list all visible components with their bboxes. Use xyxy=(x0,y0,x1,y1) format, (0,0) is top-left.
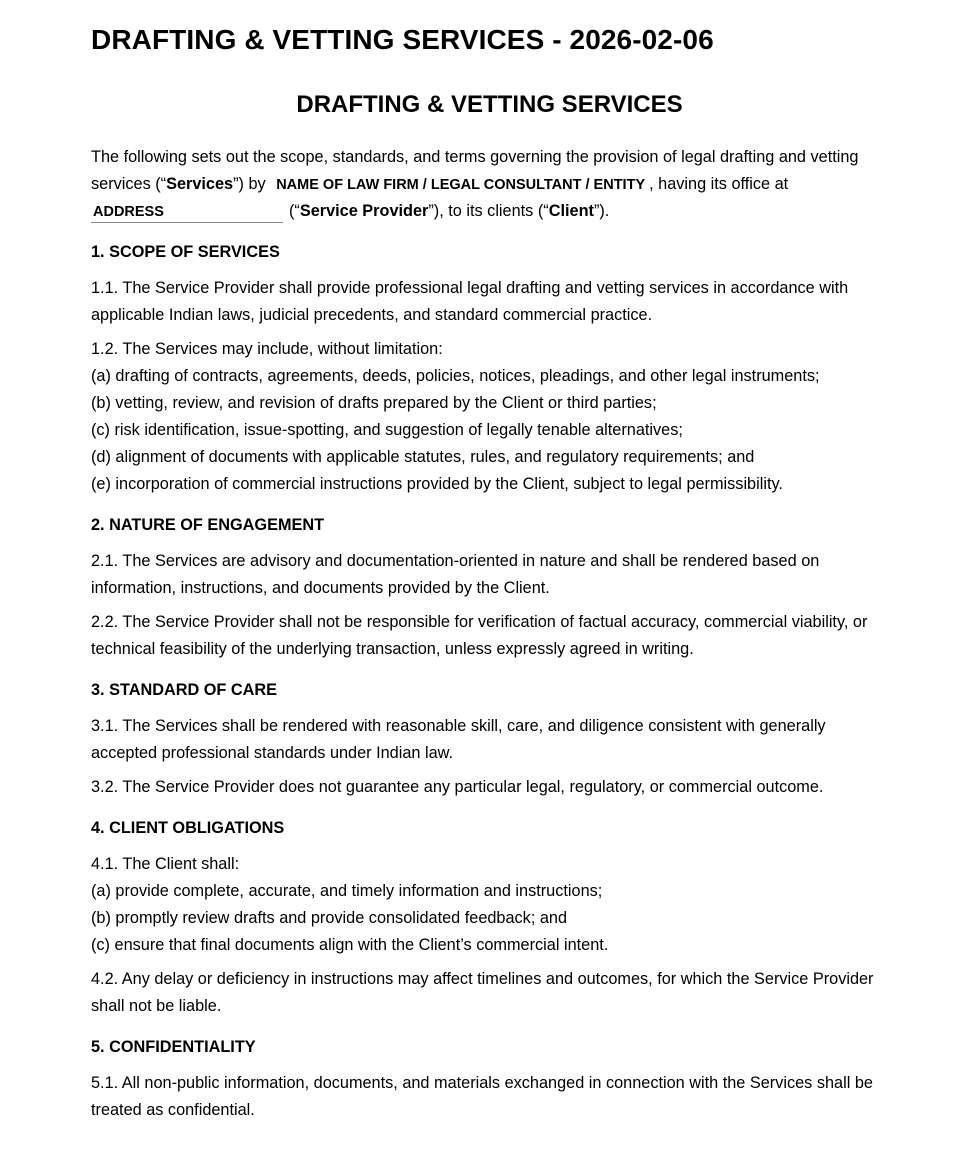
clause-paragraph xyxy=(91,966,891,1020)
section-3 xyxy=(91,677,891,801)
clause-text: 4.2. Any delay or deficiency in instructions may affect timelines and outcomes, for which the Service Provider shall not be liable. xyxy=(91,970,874,1015)
intro-text-6: ”). xyxy=(593,202,610,220)
clause-list-item: (c) risk identification, issue-spotting, and suggestion of legally tenable alternatives; xyxy=(91,421,683,439)
intro-paragraph xyxy=(91,144,891,225)
address-field[interactable]: ADDRESS xyxy=(91,202,283,223)
clause-list-item: (a) drafting of contracts, agreements, deeds, policies, notices, pleadings, and other legal instruments; xyxy=(91,367,820,385)
section-heading: 4. CLIENT OBLIGATIONS xyxy=(91,819,285,837)
law-firm-name-field[interactable]: NAME OF LAW FIRM / LEGAL CONSULTANT / ENTITY xyxy=(276,177,646,193)
document-subtitle: DRAFTING & VETTING SERVICES xyxy=(296,91,683,118)
intro-text-4: (“ xyxy=(289,202,300,220)
clause-list-item: (c) ensure that final documents align with the Client’s commercial intent. xyxy=(91,936,609,954)
intro-text-2: ”) by xyxy=(233,175,271,193)
clause-text: 2.2. The Service Provider shall not be responsible for verification of factual accuracy, commercial viability, or technical feasibility of the underlying transaction, unless expressly agreed in writing. xyxy=(91,613,868,658)
section-4 xyxy=(91,815,891,1020)
section-heading: 2. NATURE OF ENGAGEMENT xyxy=(91,516,325,534)
clause-list-item: (d) alignment of documents with applicable statutes, rules, and regulatory requirements; and xyxy=(91,448,755,466)
section-5 xyxy=(91,1034,891,1124)
clause-text: 3.2. The Service Provider does not guarantee any particular legal, regulatory, or commercial outcome. xyxy=(91,778,824,796)
clause-list-item: (e) incorporation of commercial instructions provided by the Client, subject to legal permissibility. xyxy=(91,475,783,493)
section-1 xyxy=(91,239,891,498)
sections-container xyxy=(91,239,891,1124)
clause-text: 3.1. The Services shall be rendered with reasonable skill, care, and diligence consistent with generally accepted professional standards under Indian law. xyxy=(91,717,826,762)
clause-paragraph xyxy=(91,851,891,959)
document-title: DRAFTING & VETTING SERVICES - 2026-02-06 xyxy=(91,24,714,55)
clause-list-item: (b) vetting, review, and revision of drafts prepared by the Client or third parties; xyxy=(91,394,657,412)
clause-list-item: (a) provide complete, accurate, and timely information and instructions; xyxy=(91,882,603,900)
clause-paragraph xyxy=(91,336,891,498)
services-term: Services xyxy=(166,175,234,193)
intro-text-1: The following sets out the scope, standards, and terms governing the provision of legal drafting and vetting services (“ xyxy=(91,148,859,193)
section-2 xyxy=(91,512,891,663)
section-heading: 1. SCOPE OF SERVICES xyxy=(91,243,280,261)
service-provider-term: Service Provider xyxy=(299,202,429,220)
clause-text: 4.1. The Client shall: xyxy=(91,855,240,873)
clause-text: 1.2. The Services may include, without limitation: xyxy=(91,340,443,358)
client-term: Client xyxy=(548,202,594,220)
clause-paragraph xyxy=(91,609,891,663)
intro-text-3: , having its office at xyxy=(649,175,789,193)
section-heading: 3. STANDARD OF CARE xyxy=(91,681,278,699)
section-heading: 5. CONFIDENTIALITY xyxy=(91,1038,256,1056)
clause-paragraph xyxy=(91,1070,891,1124)
document-body xyxy=(91,144,891,1138)
clause-text: 1.1. The Service Provider shall provide professional legal drafting and vetting services in accordance with applicable Indian laws, judicial precedents, and standard commercial practice. xyxy=(91,279,849,324)
clause-text: 2.1. The Services are advisory and documentation-oriented in nature and shall be rendered based on information, instructions, and documents provided by the Client. xyxy=(91,552,820,597)
clause-paragraph xyxy=(91,774,891,801)
clause-paragraph xyxy=(91,548,891,602)
clause-list-item: (b) promptly review drafts and provide consolidated feedback; and xyxy=(91,909,568,927)
clause-paragraph xyxy=(91,275,891,329)
intro-text-5: ”), to its clients (“ xyxy=(428,202,549,220)
clause-text: 5.1. All non-public information, documents, and materials exchanged in connection with the Services shall be treated as confidential. xyxy=(91,1074,873,1119)
clause-paragraph xyxy=(91,713,891,767)
